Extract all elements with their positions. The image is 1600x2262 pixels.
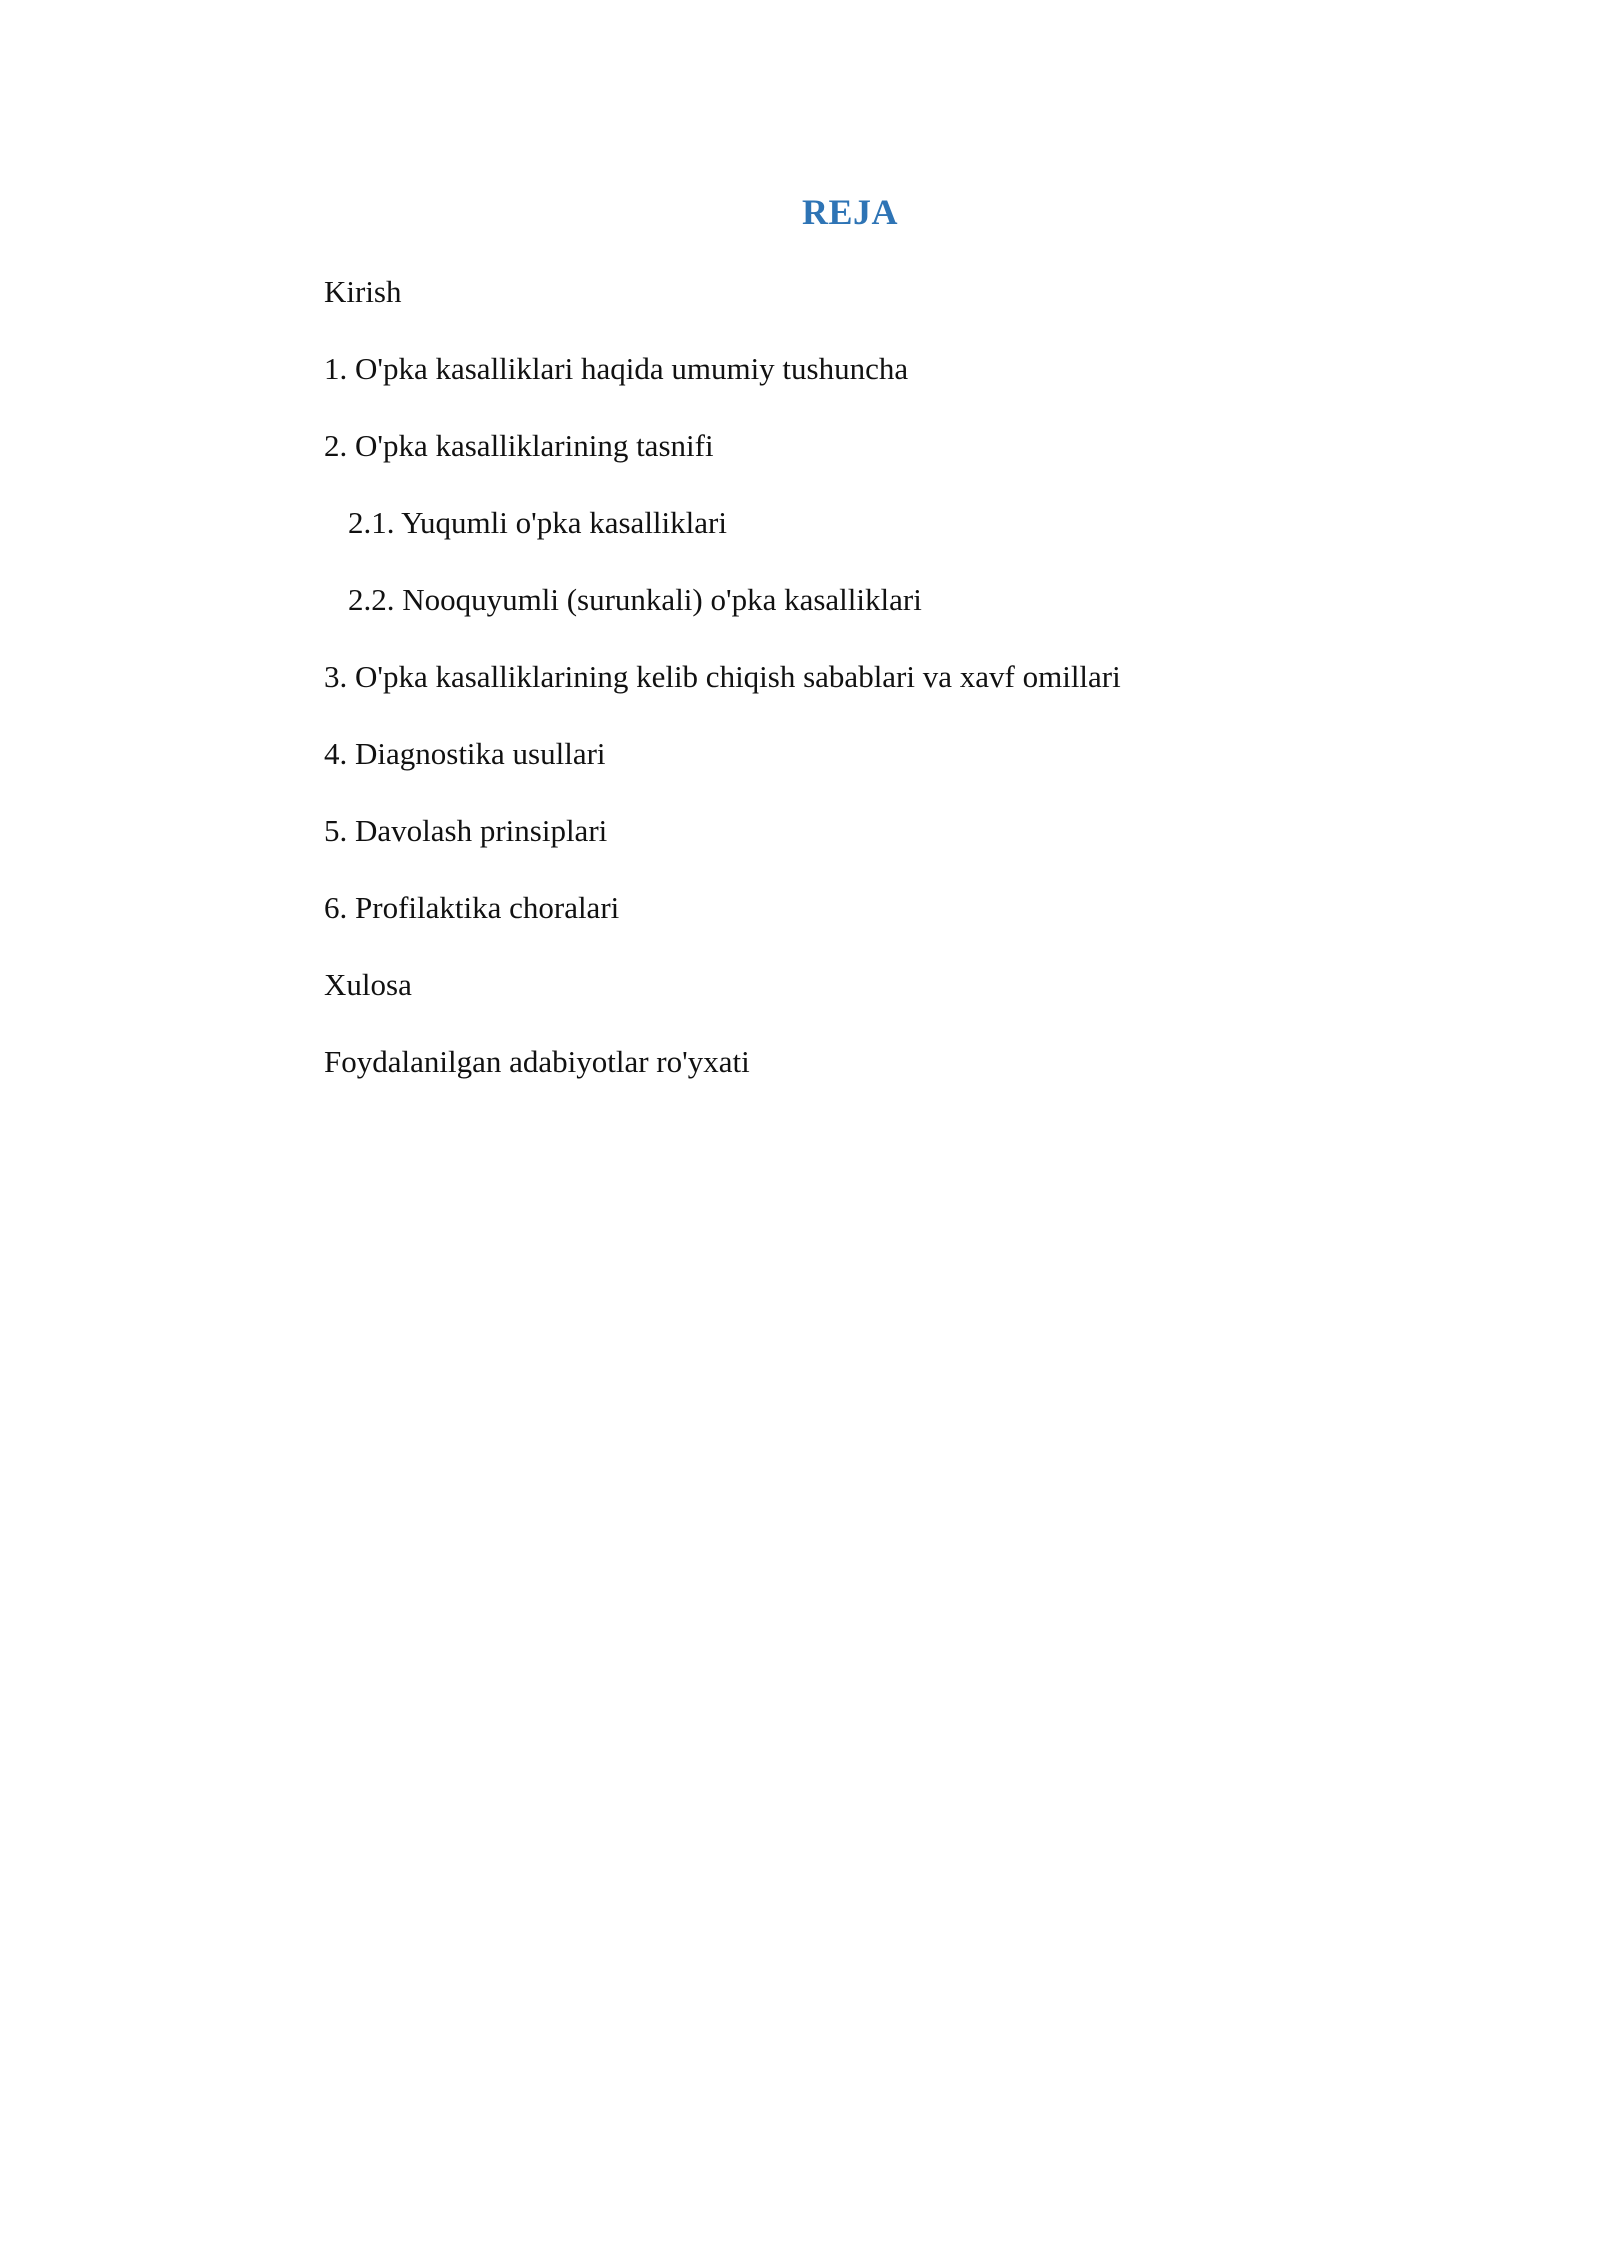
toc-item-introduction: Kirish: [324, 274, 402, 309]
toc-item-2-1: 2.1. Yuqumli o'pka kasalliklari: [348, 505, 727, 540]
toc-item-2: 2. O'pka kasalliklarining tasnifi: [324, 428, 714, 463]
toc-item-1: 1. O'pka kasalliklari haqida umumiy tushuncha: [324, 351, 909, 386]
toc-item-5: 5. Davolash prinsiplari: [324, 813, 608, 848]
toc-item-references: Foydalanilgan adabiyotlar ro'yxati: [324, 1044, 750, 1079]
toc-item-conclusion: Xulosa: [324, 967, 412, 1002]
table-of-contents: [324, 264, 1424, 1111]
toc-item-4: 4. Diagnostika usullari: [324, 736, 606, 771]
toc-item-2-2: 2.2. Nooquyumli (surunkali) o'pka kasalliklari: [348, 582, 922, 617]
toc-item-6: 6. Profilaktika choralari: [324, 890, 620, 925]
toc-item-3: 3. O'pka kasalliklarining kelib chiqish sabablari va xavf omillari: [324, 659, 1121, 694]
page-title: REJA: [801, 192, 898, 232]
